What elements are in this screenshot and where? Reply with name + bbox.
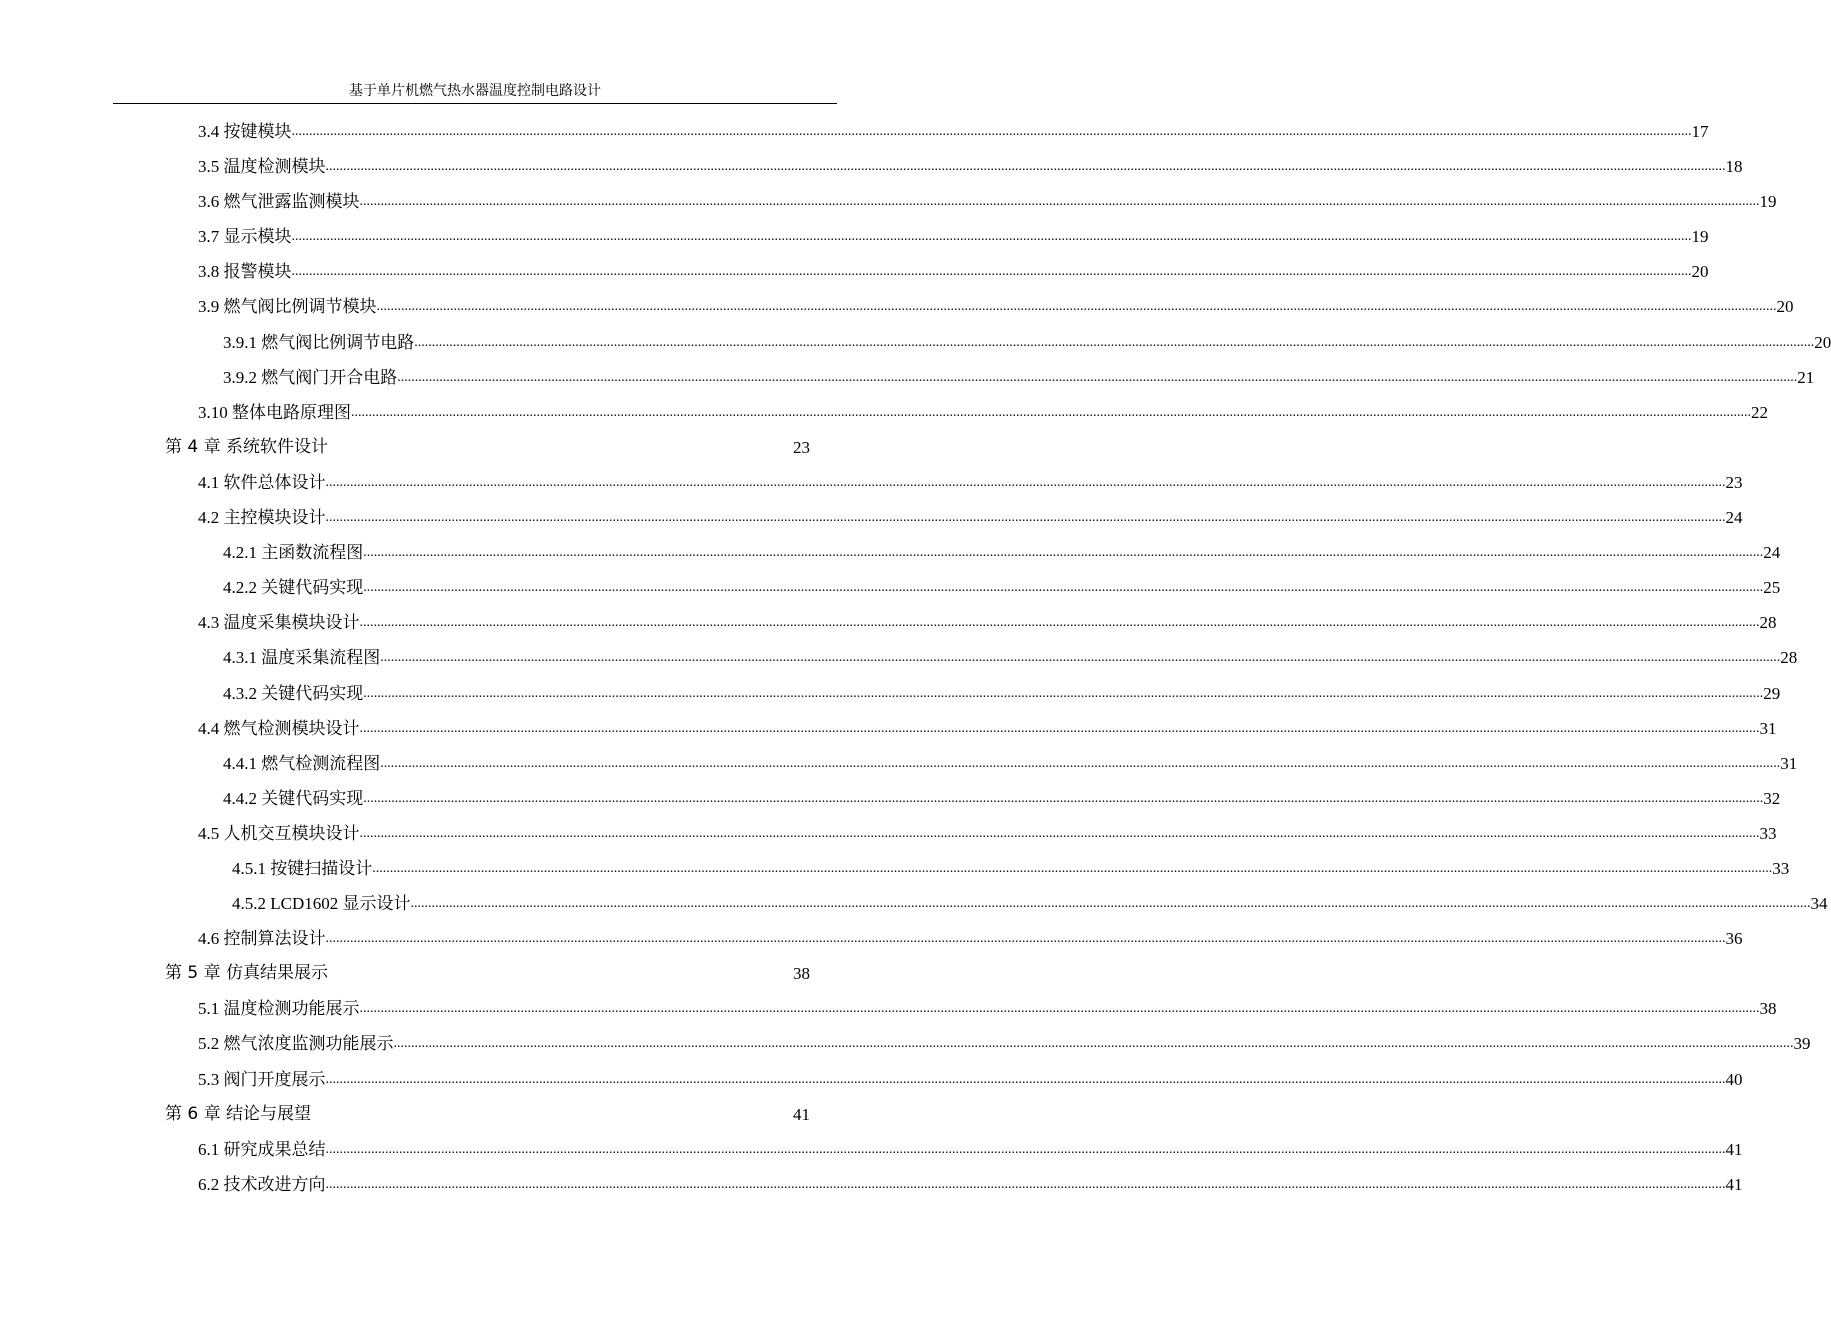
toc-page-number: 20 xyxy=(1691,262,1709,282)
toc-dot-leader: ................................................................................................................................................................................................................................................................................................................................................................................................................ xyxy=(325,510,1726,526)
toc-dot-leader: ................................................................................................................................................................................................................................................................................................................................................................................................................ xyxy=(393,1036,1794,1052)
toc-page-number: 29 xyxy=(1763,683,1781,703)
toc-dot-leader: ................................................................................................................................................................................................................................................................................................................................................................................................................ xyxy=(291,124,1692,139)
toc-page-number: 28 xyxy=(1780,648,1798,668)
toc-page-number: 19 xyxy=(1759,192,1777,212)
toc-section-title: 6.1 研究成果总结 xyxy=(198,1139,326,1159)
toc-page-number: 31 xyxy=(1759,718,1777,738)
toc-chapter-title: 第 6 章 结论与展望 xyxy=(165,1103,312,1124)
toc-section-title: 4.5.2 LCD1602 显示设计 xyxy=(232,894,411,914)
toc-page-number: 38 xyxy=(1759,999,1777,1019)
toc-section-entry xyxy=(0,570,1781,605)
toc-dot-leader: ................................................................................................................................................................................................................................................................................................................................................................................................................ xyxy=(372,860,1773,876)
toc-dot-leader: ................................................................................................................................................................................................................................................................................................................................................................................................................ xyxy=(363,545,1764,561)
toc-section-entry xyxy=(0,781,1781,816)
toc-chapter-title: 第 5 章 仿真结果展示 xyxy=(165,963,329,984)
toc-dot-leader: ................................................................................................................................................................................................................................................................................................................................................................................................................ xyxy=(359,720,1760,736)
toc-section-title: 4.4.2 关键代码实现 xyxy=(223,788,364,808)
toc-section-title: 3.9.1 燃气阀比例调节电路 xyxy=(223,332,415,352)
toc-dot-leader: ................................................................................................................................................................................................................................................................................................................................................................................................................ xyxy=(351,404,1751,420)
toc-dot-leader: ................................................................................................................................................................................................................................................................................................................................................................................................................ xyxy=(325,474,1726,490)
toc-page-number: 34 xyxy=(1810,894,1828,914)
toc-page-number: 31 xyxy=(1780,753,1798,773)
toc-section-title: 3.7 显示模块 xyxy=(198,227,292,247)
toc-section-title: 5.1 温度检测功能展示 xyxy=(198,999,360,1019)
toc-chapter-entry xyxy=(0,956,950,991)
toc-dot-leader: ................................................................................................................................................................................................................................................................................................................................................................................................................ xyxy=(359,194,1760,210)
toc-section-title: 3.9 燃气阀比例调节模块 xyxy=(198,297,377,317)
toc-section-title: 4.3.2 关键代码实现 xyxy=(223,683,364,703)
toc-dot-leader: ................................................................................................................................................................................................................................................................................................................................................................................................................ xyxy=(397,369,1798,385)
toc-section-entry xyxy=(0,219,1709,254)
toc-dot-leader: ................................................................................................................................................................................................................................................................................................................................................................................................................ xyxy=(410,896,1811,912)
toc-dot-leader: ................................................................................................................................................................................................................................................................................................................................................................................................................ xyxy=(363,580,1764,596)
toc-section-entry xyxy=(0,254,1709,289)
toc-dot-leader: ................................................................................................................................................................................................................................................................................................................................................................................................................ xyxy=(359,615,1760,631)
toc-section-entry xyxy=(0,289,1794,324)
toc-section-entry xyxy=(0,500,1743,535)
toc-section-entry xyxy=(0,816,1777,851)
toc-section-entry xyxy=(0,886,1828,921)
toc-page-number: 38 xyxy=(793,964,810,984)
toc-page-number: 39 xyxy=(1793,1034,1811,1054)
toc-section-entry xyxy=(0,535,1781,570)
toc-section-entry xyxy=(0,325,1831,360)
toc-page-number: 23 xyxy=(1725,472,1743,492)
toc-section-title: 4.5 人机交互模块设计 xyxy=(198,823,360,843)
toc-dot-leader: ................................................................................................................................................................................................................................................................................................................................................................................................................ xyxy=(325,931,1726,947)
toc-section-entry xyxy=(0,395,1768,430)
toc-section-title: 4.4 燃气检测模块设计 xyxy=(198,718,360,738)
toc-page-number: 20 xyxy=(1776,297,1794,317)
toc-page-number: 36 xyxy=(1725,929,1743,949)
toc-section-title: 3.8 报警模块 xyxy=(198,262,292,282)
toc-chapter-entry xyxy=(0,1097,950,1132)
toc-section-entry xyxy=(0,465,1743,500)
toc-section-entry xyxy=(0,360,1815,395)
toc-section-entry xyxy=(0,711,1777,746)
toc-page-number: 41 xyxy=(1725,1139,1743,1159)
toc-section-title: 3.9.2 燃气阀门开合电路 xyxy=(223,367,398,387)
toc-dot-leader: ................................................................................................................................................................................................................................................................................................................................................................................................................ xyxy=(376,299,1777,315)
toc-page-number: 33 xyxy=(1772,858,1790,878)
toc-page-number: 24 xyxy=(1763,543,1781,563)
toc-section-entry xyxy=(0,921,1743,956)
toc-dot-leader: ................................................................................................................................................................................................................................................................................................................................................................................................................ xyxy=(291,264,1692,280)
toc-section-title: 4.5.1 按键扫描设计 xyxy=(232,858,373,878)
toc-page-number: 24 xyxy=(1725,508,1743,528)
toc-section-title: 4.6 控制算法设计 xyxy=(198,929,326,949)
toc-dot-leader: ................................................................................................................................................................................................................................................................................................................................................................................................................ xyxy=(325,1071,1726,1087)
toc-section-title: 3.10 整体电路原理图 xyxy=(198,402,351,422)
toc-section-title: 3.5 温度检测模块 xyxy=(198,157,326,177)
toc-page-number: 32 xyxy=(1763,788,1781,808)
header-rule xyxy=(113,103,837,104)
toc-dot-leader: ................................................................................................................................................................................................................................................................................................................................................................................................................ xyxy=(291,229,1692,245)
toc-section-title: 5.3 阀门开度展示 xyxy=(198,1069,326,1089)
toc-section-title: 5.2 燃气浓度监测功能展示 xyxy=(198,1034,394,1054)
toc-page-number: 41 xyxy=(793,1104,810,1124)
toc-chapter-title: 第 4 章 系统软件设计 xyxy=(165,436,329,457)
toc-dot-leader: ................................................................................................................................................................................................................................................................................................................................................................................................................ xyxy=(359,825,1760,841)
toc-dot-leader: ................................................................................................................................................................................................................................................................................................................................................................................................................ xyxy=(414,334,1815,350)
toc-section-entry xyxy=(0,676,1781,711)
toc-page-number: 28 xyxy=(1759,613,1777,633)
toc-section-entry xyxy=(0,1062,1743,1097)
toc-page-number: 33 xyxy=(1759,823,1777,843)
toc-dot-leader: ................................................................................................................................................................................................................................................................................................................................................................................................................ xyxy=(363,685,1764,701)
toc-section-title: 4.3 温度采集模块设计 xyxy=(198,613,360,633)
toc-section-title: 4.3.1 温度采集流程图 xyxy=(223,648,381,668)
toc-chapter-entry xyxy=(0,430,950,465)
toc-section-entry xyxy=(0,991,1777,1026)
toc-section-title: 4.2.2 关键代码实现 xyxy=(223,578,364,598)
toc-page-number: 25 xyxy=(1763,578,1781,598)
toc-section-title: 3.4 按键模块 xyxy=(198,122,292,141)
toc-section-entry xyxy=(0,184,1777,219)
running-header: 基于单片机燃气热水器温度控制电路设计 xyxy=(349,84,601,99)
toc-section-title: 4.2.1 主函数流程图 xyxy=(223,543,364,563)
toc-page-number: 20 xyxy=(1814,332,1831,352)
toc-page-number: 19 xyxy=(1691,227,1709,247)
toc-section-title: 4.4.1 燃气检测流程图 xyxy=(223,753,381,773)
toc-section-title: 3.6 燃气泄露监测模块 xyxy=(198,192,360,212)
toc-dot-leader: ................................................................................................................................................................................................................................................................................................................................................................................................................ xyxy=(380,755,1781,771)
toc-dot-leader: ................................................................................................................................................................................................................................................................................................................................................................................................................ xyxy=(363,790,1764,806)
toc-dot-leader: ................................................................................................................................................................................................................................................................................................................................................................................................................ xyxy=(325,1141,1726,1157)
toc-page-number: 41 xyxy=(1725,1174,1743,1194)
table-of-contents xyxy=(0,114,1831,1202)
toc-section-entry xyxy=(0,640,1798,675)
toc-section-entry xyxy=(0,1132,1743,1167)
toc-page-number: 18 xyxy=(1725,157,1743,177)
toc-dot-leader: ................................................................................................................................................................................................................................................................................................................................................................................................................ xyxy=(325,1176,1726,1192)
toc-section-entry xyxy=(0,149,1743,184)
toc-section-entry xyxy=(0,114,1709,149)
toc-section-entry xyxy=(0,746,1798,781)
toc-page-number: 22 xyxy=(1751,402,1768,422)
toc-page-number: 40 xyxy=(1725,1069,1743,1089)
toc-page-number: 17 xyxy=(1691,122,1709,141)
toc-section-entry xyxy=(0,851,1790,886)
toc-section-title: 6.2 技术改进方向 xyxy=(198,1174,326,1194)
toc-dot-leader: ................................................................................................................................................................................................................................................................................................................................................................................................................ xyxy=(325,159,1726,175)
toc-page-number: 23 xyxy=(793,437,810,457)
toc-section-title: 4.2 主控模块设计 xyxy=(198,508,326,528)
toc-section-entry xyxy=(0,605,1777,640)
toc-section-entry xyxy=(0,1167,1743,1202)
toc-dot-leader: ................................................................................................................................................................................................................................................................................................................................................................................................................ xyxy=(380,650,1781,666)
toc-section-entry xyxy=(0,1026,1811,1061)
toc-dot-leader: ................................................................................................................................................................................................................................................................................................................................................................................................................ xyxy=(359,1001,1760,1017)
toc-page-number: 21 xyxy=(1797,367,1815,387)
toc-section-title: 4.1 软件总体设计 xyxy=(198,472,326,492)
